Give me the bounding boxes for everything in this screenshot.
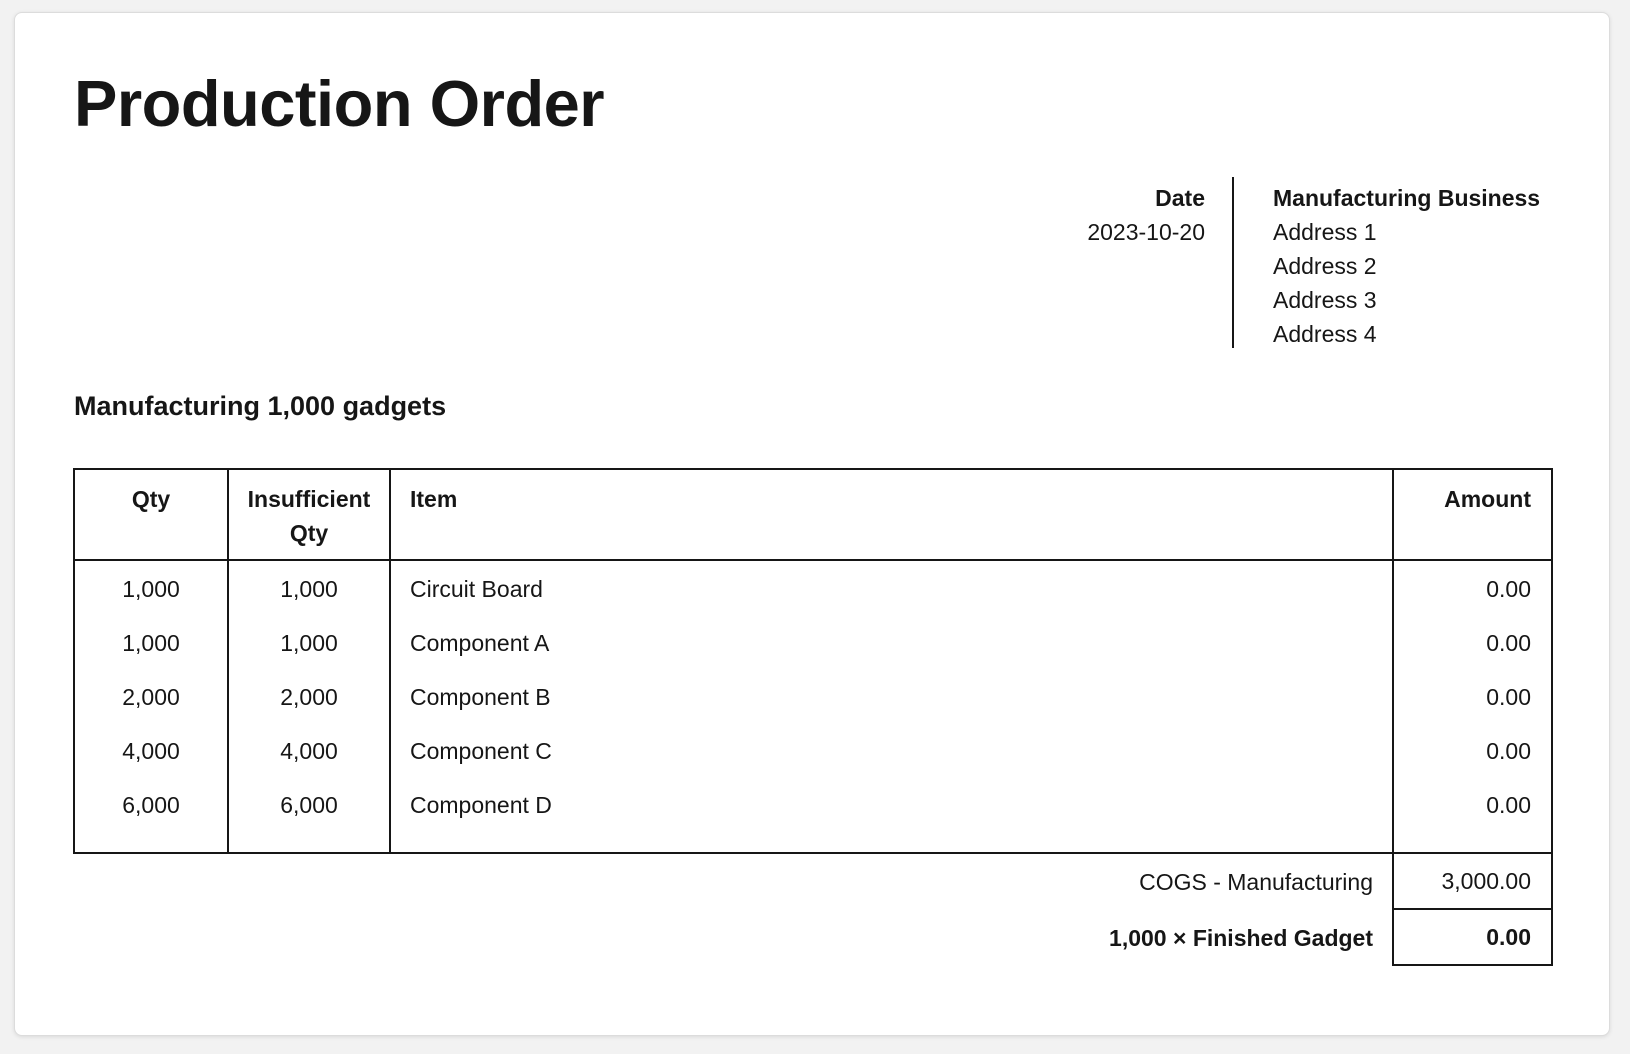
- header-insufficient-qty: [229, 482, 389, 550]
- row-qty: 4,000: [122, 738, 180, 764]
- date-value: 2023-10-20: [1087, 219, 1205, 245]
- row-qty: 1,000: [122, 630, 180, 656]
- row-item: Component B: [410, 684, 551, 710]
- row-insufficient-qty: 6,000: [280, 792, 338, 818]
- row-qty: 2,000: [122, 684, 180, 710]
- row-insufficient-qty: 1,000: [280, 630, 338, 656]
- table-row: [75, 670, 1551, 724]
- table-row: [75, 778, 1551, 832]
- page-title: Production Order: [74, 67, 605, 140]
- table-row: [75, 724, 1551, 778]
- header-insufficient-qty-line2: Qty: [289, 520, 329, 546]
- business-address-block: [1273, 181, 1540, 351]
- header-divider-line: [75, 559, 1551, 561]
- address-line-1: Address 1: [1273, 219, 1377, 245]
- header-amount: Amount: [1444, 486, 1531, 512]
- row-item: Component C: [410, 738, 552, 764]
- summary-finished-label: 1,000 × Finished Gadget: [1109, 925, 1373, 951]
- address-line-3: Address 3: [1273, 287, 1377, 313]
- summary-finished-row: [73, 910, 1553, 966]
- row-qty: 6,000: [122, 792, 180, 818]
- summary-cogs-amount: 3,000.00: [1392, 854, 1553, 910]
- row-amount: 0.00: [1486, 576, 1531, 602]
- row-amount: 0.00: [1486, 792, 1531, 818]
- order-description: Manufacturing 1,000 gadgets: [74, 391, 447, 421]
- document-page: [14, 12, 1610, 1036]
- row-item: Component A: [410, 630, 550, 656]
- row-amount: 0.00: [1486, 738, 1531, 764]
- date-label: Date: [1155, 185, 1205, 211]
- business-name: Manufacturing Business: [1273, 185, 1541, 211]
- row-insufficient-qty: 2,000: [280, 684, 338, 710]
- address-line-2: Address 2: [1273, 253, 1377, 279]
- table-row: [75, 616, 1551, 670]
- row-amount: 0.00: [1486, 630, 1531, 656]
- row-item: Component D: [410, 792, 552, 818]
- summary-cogs-row: [73, 854, 1553, 910]
- table-row: [75, 562, 1551, 616]
- address-line-4: Address 4: [1273, 321, 1377, 347]
- header-item: Item: [410, 486, 458, 512]
- header-qty: Qty: [131, 486, 171, 512]
- row-insufficient-qty: 1,000: [280, 576, 338, 602]
- items-table: [73, 468, 1553, 854]
- summary-cogs-label: COGS - Manufacturing: [1139, 869, 1373, 895]
- date-block: [1005, 181, 1205, 249]
- row-item: Circuit Board: [410, 576, 543, 602]
- row-amount: 0.00: [1486, 684, 1531, 710]
- row-qty: 1,000: [122, 576, 180, 602]
- summary-finished-amount: 0.00: [1392, 910, 1553, 966]
- row-insufficient-qty: 4,000: [280, 738, 338, 764]
- header-divider: [1232, 177, 1234, 348]
- header-insufficient-qty-line1: Insufficient: [247, 486, 371, 512]
